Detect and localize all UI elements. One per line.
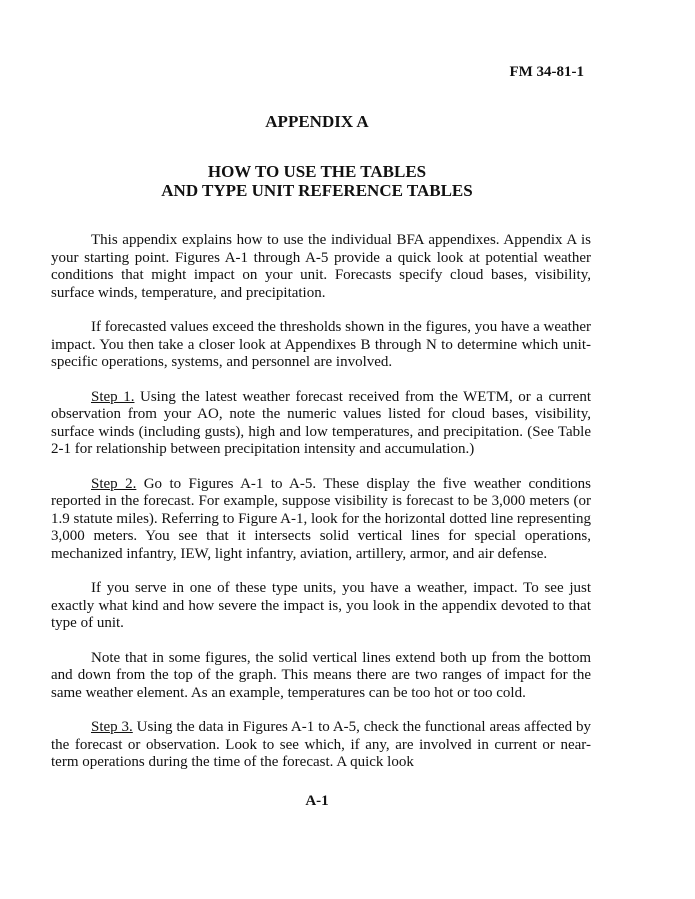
paragraph-unit-impact: If you serve in one of these type units, you have a weather, impact. To see just exactly what kind and how severe the impact is, you look in the appendix devoted to that type of unit.	[51, 580, 591, 631]
paragraph-step-2	[51, 476, 591, 564]
step-3-text: Using the data in Figures A-1 to A-5, check the functional areas affected by the forecast or observation. Look to see which, if any, are involved in current or near-term operations during the time of the forecast. A quick look	[51, 719, 591, 770]
paragraph-ranges: Note that in some figures, the solid vertical lines extend both up from the bottom and down from the top of the graph. This means there are two ranges of impact for the same weather element. As an example, temperatures can be too hot or too cold.	[51, 649, 591, 701]
paragraph-thresholds: If forecasted values exceed the thresholds shown in the figures, you have a weather impact. You then take a closer look at Appendixes B through N to determine which unit-specific operations, systems, and personnel are involved.	[51, 319, 591, 370]
step-1-text: Using the latest weather forecast received from the WETM, or a current observation from your AO, note the numeric values listed for cloud bases, visibility, surface winds (including gusts), high and low temperatures, and precipitation. (See Table 2-1 for relationship between precipitation intensity and accumulation.)	[51, 388, 591, 457]
paragraph-intro: This appendix explains how to use the individual BFA appendixes. Appendix A is your starting point. Figures A-1 through A-5 provide a quick look at potential weather conditions that might impact on your unit. Forecasts specify cloud bases, visibility, surface winds, temperature, and precipitation.	[51, 232, 591, 301]
section-title-line-1: HOW TO USE THE TABLES	[207, 162, 427, 181]
section-title	[0, 162, 634, 200]
step-3-label: Step 3.	[91, 719, 133, 735]
page-number: A-1	[305, 793, 329, 809]
appendix-title: APPENDIX A	[265, 112, 369, 131]
paragraph-step-3	[51, 719, 591, 772]
manual-id: FM 34-81-1	[509, 64, 584, 80]
body-text	[51, 232, 591, 772]
step-2-text: Go to Figures A-1 to A-5. These display the five weather conditions reported in the forecast. For example, suppose visibility is forecast to be 3,000 meters (or 1.9 statute miles). Referring to Figure A-1, look for the horizontal dotted line representing 3,000 meters. You see that it intersects solid vertical lines for special operations, mechanized infantry, IEW, light infantry, aviation, artillery, armor, and air defense.	[51, 475, 592, 562]
paragraph-step-1	[51, 389, 591, 459]
step-1-label: Step 1.	[91, 388, 135, 405]
step-2-label: Step 2.	[91, 475, 137, 492]
section-title-line-2: AND TYPE UNIT REFERENCE TABLES	[161, 181, 473, 200]
